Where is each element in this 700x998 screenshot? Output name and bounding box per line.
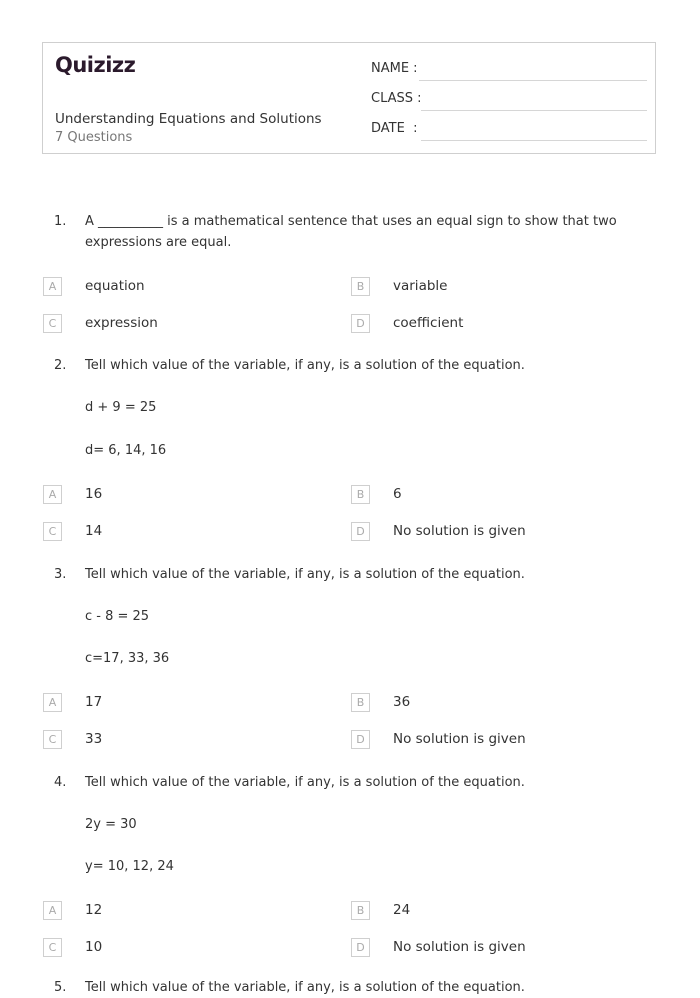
- option-text: 24: [393, 902, 411, 918]
- equation-line: d + 9 = 25: [85, 400, 157, 415]
- name-field[interactable]: [371, 59, 647, 81]
- class-label: CLASS :: [371, 91, 422, 106]
- option-text: No solution is given: [393, 731, 526, 747]
- option-text: 33: [85, 731, 103, 747]
- option-text: 12: [85, 902, 103, 918]
- option-text: 10: [85, 939, 103, 955]
- option-letter: A: [43, 901, 62, 920]
- question-number: 2.: [54, 358, 67, 373]
- values-line: c=17, 33, 36: [85, 651, 170, 666]
- option-text: No solution is given: [393, 939, 526, 955]
- option-letter: B: [351, 277, 370, 296]
- option-letter: C: [43, 938, 62, 957]
- question-number: 1.: [54, 214, 67, 229]
- option-letter: A: [43, 693, 62, 712]
- question-number: 4.: [54, 775, 67, 790]
- name-line[interactable]: [419, 80, 647, 81]
- question-text: A __________ is a mathematical sentence that uses an equal sign to show that two expressions are equal.: [85, 214, 617, 250]
- values-line: d= 6, 14, 16: [85, 443, 167, 458]
- equation-line: c - 8 = 25: [85, 609, 150, 624]
- question-text: Tell which value of the variable, if any, is a solution of the equation.: [85, 567, 525, 582]
- quizizz-logo: Quizizz: [55, 53, 136, 77]
- option-text: 16: [85, 486, 103, 502]
- values-line: y= 10, 12, 24: [85, 859, 174, 874]
- option-text: coefficient: [393, 315, 464, 331]
- option-text: 6: [393, 486, 402, 502]
- option-text: variable: [393, 278, 448, 294]
- option-text: 14: [85, 523, 103, 539]
- question-number: 3.: [54, 567, 67, 582]
- option-text: 36: [393, 694, 411, 710]
- option-letter: D: [351, 314, 370, 333]
- class-line[interactable]: [421, 110, 647, 111]
- option-letter: B: [351, 901, 370, 920]
- question-text: Tell which value of the variable, if any, is a solution of the equation.: [85, 358, 525, 373]
- option-letter: A: [43, 485, 62, 504]
- class-field[interactable]: [371, 89, 647, 111]
- name-label: NAME :: [371, 61, 418, 76]
- option-text: No solution is given: [393, 523, 526, 539]
- option-letter: C: [43, 522, 62, 541]
- option-letter: B: [351, 485, 370, 504]
- date-line[interactable]: [421, 140, 647, 141]
- option-letter: D: [351, 522, 370, 541]
- question-text: Tell which value of the variable, if any, is a solution of the equation.: [85, 980, 525, 995]
- question-text: Tell which value of the variable, if any, is a solution of the equation.: [85, 775, 525, 790]
- option-letter: A: [43, 277, 62, 296]
- option-letter: B: [351, 693, 370, 712]
- date-field[interactable]: [371, 119, 647, 141]
- equation-line: 2y = 30: [85, 817, 137, 832]
- option-text: equation: [85, 278, 145, 294]
- worksheet-title: Understanding Equations and Solutions: [55, 111, 322, 127]
- worksheet-header: [42, 42, 656, 154]
- question-number: 5.: [54, 980, 67, 995]
- option-letter: C: [43, 730, 62, 749]
- date-label: DATE :: [371, 121, 418, 136]
- option-letter: C: [43, 314, 62, 333]
- option-text: 17: [85, 694, 103, 710]
- option-letter: D: [351, 938, 370, 957]
- option-text: expression: [85, 315, 158, 331]
- question-count: 7 Questions: [55, 130, 133, 145]
- option-letter: D: [351, 730, 370, 749]
